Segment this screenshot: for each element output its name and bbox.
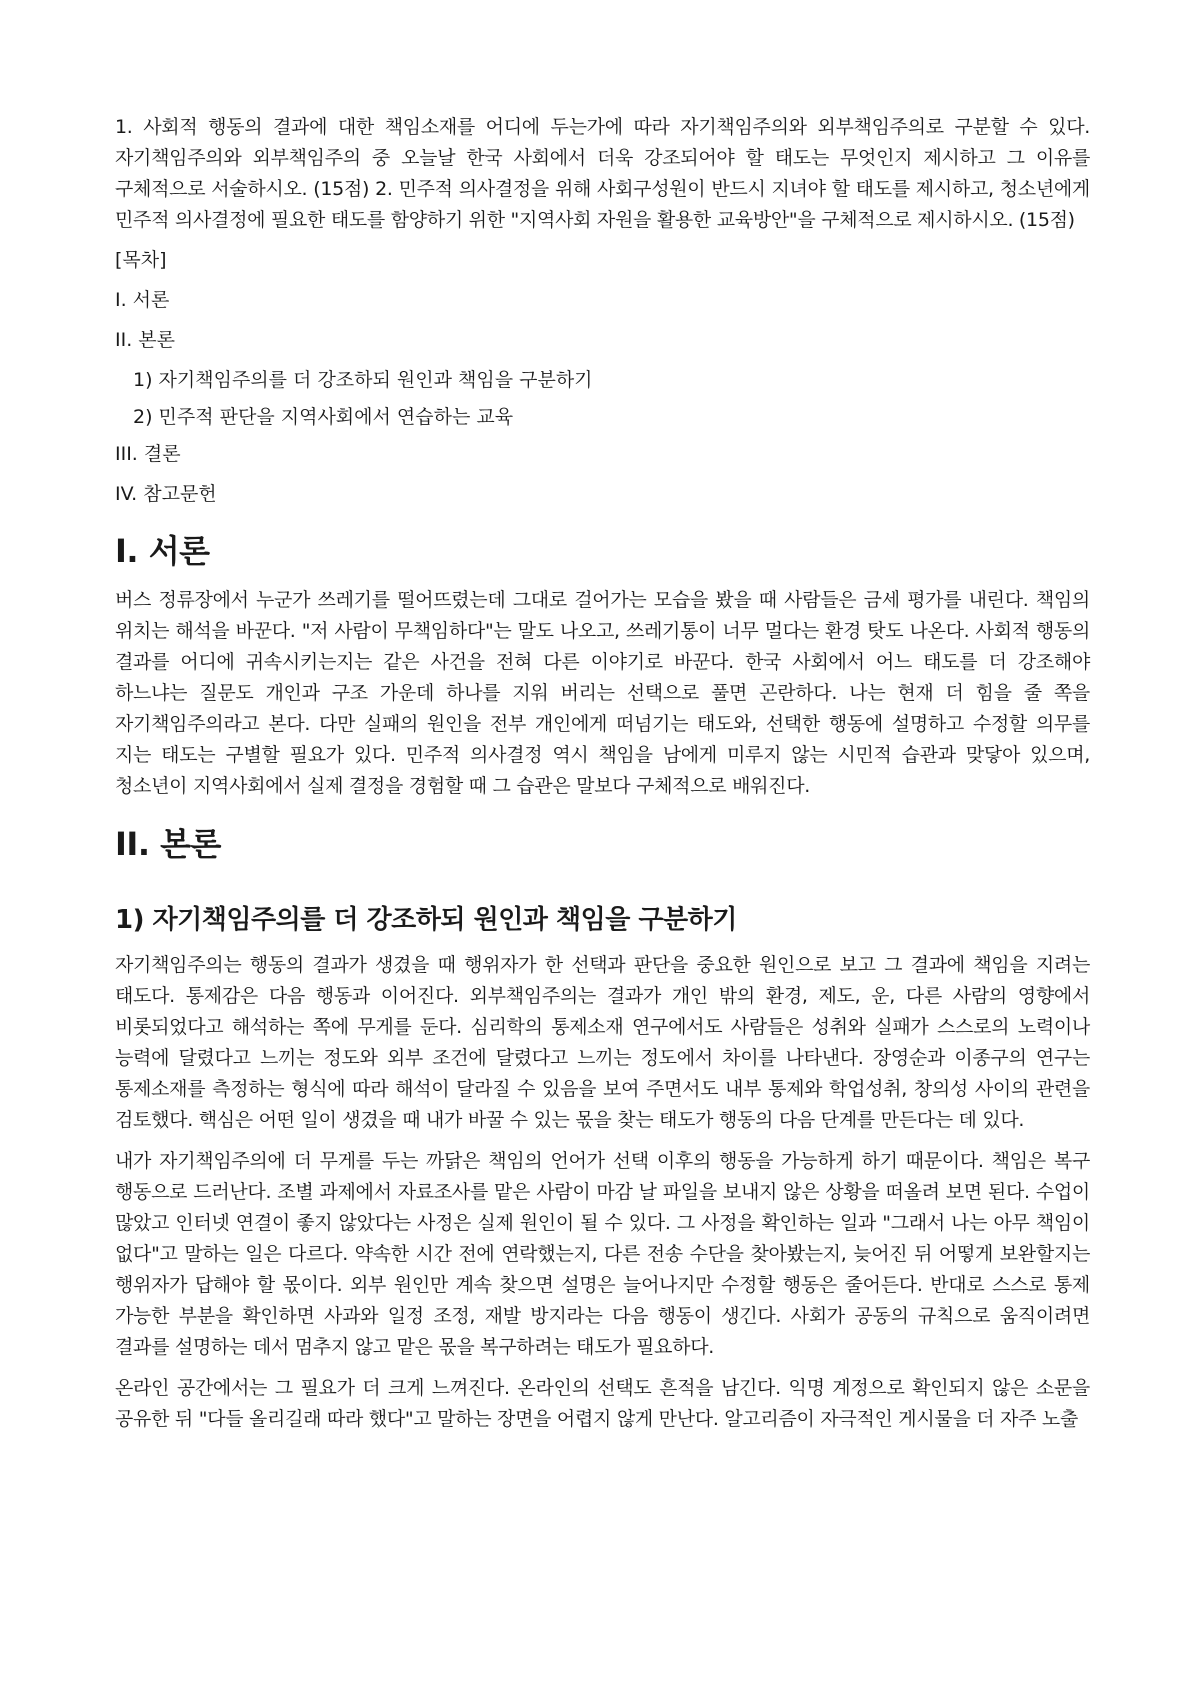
intro-paragraph: 버스 정류장에서 누군가 쓰레기를 떨어뜨렸는데 그대로 걸어가는 모습을 봤을 때 사람들은 금세 평가를 내린다. 책임의 위치는 해석을 바꾼다. "저 사람이 무책임하다"는 말도 나오고, 쓰레기통이 너무 멀다는 환경 탓도 나온다. 사회적 행동의 결과를 어디에 귀속시키는지는 같은 사건을 전혀 다른 이야기로 바꾼다. 한국 사회에서 어느 태도를 더 강조해야 하느냐는 질문도 개인과 구조 가운데 하나를 지워 버리는 선택으로 풀면 곤란하다. 나는 현재 더 힘을 줄 쪽을 자기책임주의라고 본다. 다만 실패의 원인을 전부 개인에게 떠넘기는 태도와, 선택한 행동에 설명하고 수정할 의무를 지는 태도는 구별할 필요가 있다. 민주적 의사결정 역시 책임을 남에게 미루지 않는 시민적 습관과 맞닿아 있으며, 청소년이 지역사회에서 실제 결정을 경험할 때 그 습관은 말보다 구체적으로 배워진다. (115, 589, 1090, 797)
section1-paragraph-2: 내가 자기책임주의에 더 무게를 두는 까닭은 책임의 언어가 선택 이후의 행동을 가능하게 하기 때문이다. 책임은 복구 행동으로 드러난다. 조별 과제에서 자료조사를 맡은 사람이 마감 날 파일을 보내지 않은 상황을 떠올려 보면 된다. 수업이 많았고 인터넷 연결이 좋지 않았다는 사정은 실제 원인이 될 수 있다. 그 사정을 확인하는 일과 "그래서 나는 아무 책임이 없다"고 말하는 일은 다르다. 약속한 시간 전에 연락했는지, 다른 전송 수단을 찾아봤는지, 늦어진 뒤 어떻게 보완할지는 행위자가 답해야 할 몫이다. 외부 원인만 계속 찾으면 설명은 늘어나지만 수정할 행동은 줄어든다. 반대로 스스로 통제 가능한 부분을 확인하면 사과와 일정 조정, 재발 방지라는 다음 행동이 생긴다. 사회가 공동의 규칙으로 움직이려면 결과를 설명하는 데서 멈추지 않고 맡은 몫을 복구하려는 태도가 필요하다. (115, 1150, 1090, 1358)
toc-item-body-2: 2) 민주적 판단을 지역사회에서 연습하는 교육 (133, 406, 514, 428)
toc-item-references: IV. 참고문헌 (115, 483, 217, 505)
document-page (115, 112, 1090, 1445)
assignment-prompt: 1. 사회적 행동의 결과에 대한 책임소재를 어디에 두는가에 따라 자기책임주의와 외부책임주의로 구분할 수 있다. 자기책임주의와 외부책임주의 중 오늘날 한국 사회에서 더욱 강조되어야 할 태도는 무엇인지 제시하고 그 이유를 구체적으로 서술하시오. (15점) 2. 민주적 의사결정을 위해 사회구성원이 반드시 지녀야 할 태도를 제시하고, 청소년에게 민주적 의사결정에 필요한 태도를 함양하기 위한 "지역사회 자원을 활용한 교육방안"을 구체적으로 제시하시오. (15점) (115, 116, 1090, 231)
table-of-contents (115, 246, 1090, 509)
toc-title: [목차] (115, 249, 167, 271)
section1-paragraph-3: 온라인 공간에서는 그 필요가 더 크게 느껴진다. 온라인의 선택도 흔적을 남긴다. 익명 계정으로 확인되지 않은 소문을 공유한 뒤 "다들 올리길래 따라 했다"고 말하는 장면을 어렵지 않게 만난다. 알고리즘이 자극적인 게시물을 더 자주 노출 (115, 1377, 1090, 1430)
toc-item-body: II. 본론 (115, 329, 175, 351)
toc-item-body-1: 1) 자기책임주의를 더 강조하되 원인과 책임을 구분하기 (133, 369, 593, 391)
toc-item-intro: I. 서론 (115, 289, 170, 311)
body-heading: II. 본론 (115, 825, 221, 863)
section1-paragraph-1: 자기책임주의는 행동의 결과가 생겼을 때 행위자가 한 선택과 판단을 중요한 원인으로 보고 그 결과에 책임을 지려는 태도다. 통제감은 다음 행동과 이어진다. 외부책임주의는 결과가 개인 밖의 환경, 제도, 운, 다른 사람의 영향에서 비롯되었다고 해석하는 쪽에 무게를 둔다. 심리학의 통제소재 연구에서도 사람들은 성취와 실패가 스스로의 노력이나 능력에 달렸다고 느끼는 정도와 외부 조건에 달렸다고 느끼는 정도에서 차이를 나타낸다. 장영순과 이종구의 연구는 통제소재를 측정하는 형식에 따라 해석이 달라질 수 있음을 보여 주면서도 내부 통제와 학업성취, 창의성 사이의 관련을 검토했다. 핵심은 어떤 일이 생겼을 때 내가 바꿀 수 있는 몫을 찾는 태도가 행동의 다음 단계를 만든다는 데 있다. (115, 954, 1090, 1131)
intro-heading: I. 서론 (115, 532, 210, 570)
toc-item-conclusion: III. 결론 (115, 443, 181, 465)
section1-heading: 1) 자기책임주의를 더 강조하되 원인과 책임을 구분하기 (115, 905, 737, 935)
